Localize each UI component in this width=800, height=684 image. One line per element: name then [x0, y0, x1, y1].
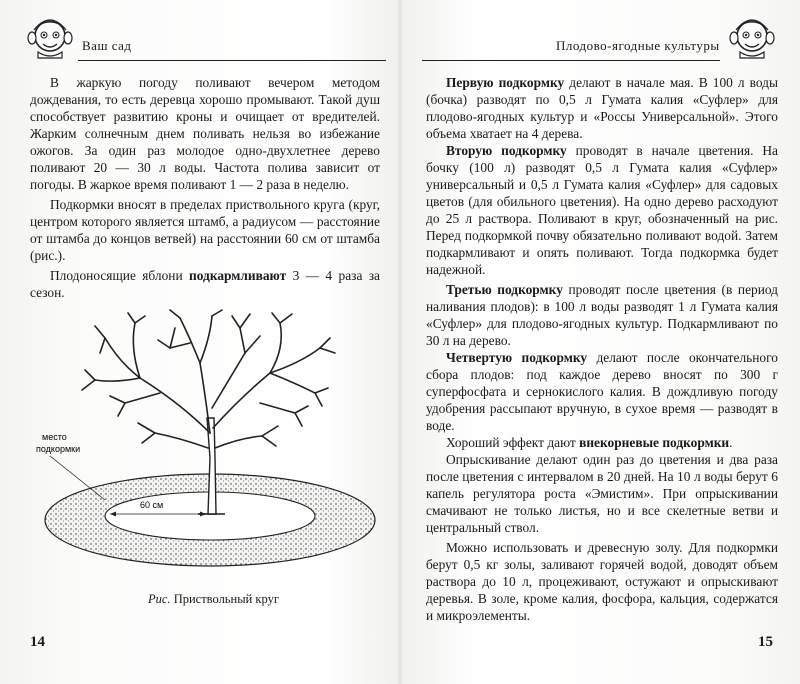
gardener-mascot-icon — [724, 6, 780, 62]
left-text-block — [30, 74, 380, 301]
paragraph: Четвертую подкормку делают после окончательного сбора плодов: под каждое дерево вносят по 300 г суперфосфата и сернокислого калия. В дождливую погоду удобрения рассыпают вручную, в сухое время — разводят в воде. — [426, 350, 778, 433]
paragraph: В жаркую погоду поливают вечером методом дождевания, то есть деревца хорошо промывают. Такой душ способствует развитию кроны и очищает от вредителей. Жарким солнечным днем поливать нельзя во избежание ожогов. За один раз молодое одно-двухлетнее дерево поливают 20 — 30 л воды. Частота полива зависит от погоды. В жаркое время поливают 1 — 2 раза в неделю. — [30, 75, 380, 192]
gardener-mascot-icon — [22, 6, 78, 62]
distance-label: 60 см — [140, 500, 164, 510]
header-rule — [422, 60, 720, 61]
left-page — [0, 0, 398, 684]
right-page — [402, 0, 800, 684]
paragraph: Первую подкормку делают в начале мая. В 100 л воды (бочка) разводят по 0,5 л Гумата калия «Суфлер» для плодово-ягодных культур и «Россы Универсальной». Этого объема хватает на 4 дерева. — [426, 75, 778, 141]
page-number: 14 — [30, 634, 45, 650]
paragraph: Третью подкормку проводят после цветения (в период наливания плодов): в 100 л воды разводят 1 л Гумата калия «Суфлер» для плодово-ягодных культур. Подкармливают по 30 л на дерево. — [426, 282, 778, 348]
tree-circle-illustration — [30, 308, 380, 588]
running-header: Плодово-ягодные культуры — [556, 38, 720, 53]
paragraph: Вторую подкормку проводят в начале цветения. На бочку (100 л) разводят 0,5 л Гумата калия «Суфлер» универсальный и 0,5 л Гумата калия «Суфлер» для садовых цветов (для обильного цветения). На одно дерево расходуют до 25 л раствора. Поливают в круг, обозначенный на рис. Перед подкормкой почву обязательно поливают водой. Затем подкармливают и опять поливают. Тогда подкормка будет надежной. — [426, 143, 778, 277]
figure-caption: Рис. Приствольный круг — [148, 592, 279, 606]
paragraph: Можно использовать и древесную золу. Для подкормки берут 0,5 кг золы, заливают горячей водой, доводят объем раствора до 10 л, процеживают, остужают и опрыскивают деревья. В золе, кроме калия, фосфора, кальция, содержатся и микроэлементы. — [426, 540, 778, 623]
header-rule — [78, 60, 386, 61]
page-number: 15 — [758, 634, 773, 650]
feeding-place-label-1: место — [42, 432, 67, 442]
paragraph: Опрыскивание делают один раз до цветения и два раза после цветения с интервалом в 20 дней. На 10 л воды берут 6 капель регулятора роста «Эмистим». При опрыскивании смачивают не только листья, но и все скелетные ветви и центральный ствол. — [426, 452, 778, 535]
paragraph: Хороший эффект дают внекорневые подкормки. — [446, 435, 733, 450]
running-header: Ваш сад — [82, 38, 132, 53]
feeding-place-label-2: подкормки — [36, 444, 81, 454]
paragraph: Плодоносящие яблони подкармливают 3 — 4 раза за сезон. — [30, 268, 381, 300]
paragraph: Подкормки вносят в пределах приствольного круга (круг, центром которого является штамб, а радиусом — расстояние от штамба до концов ветвей) на расстоянии 60 см от штамба (рис.). — [30, 197, 380, 263]
right-text-block — [426, 74, 778, 624]
